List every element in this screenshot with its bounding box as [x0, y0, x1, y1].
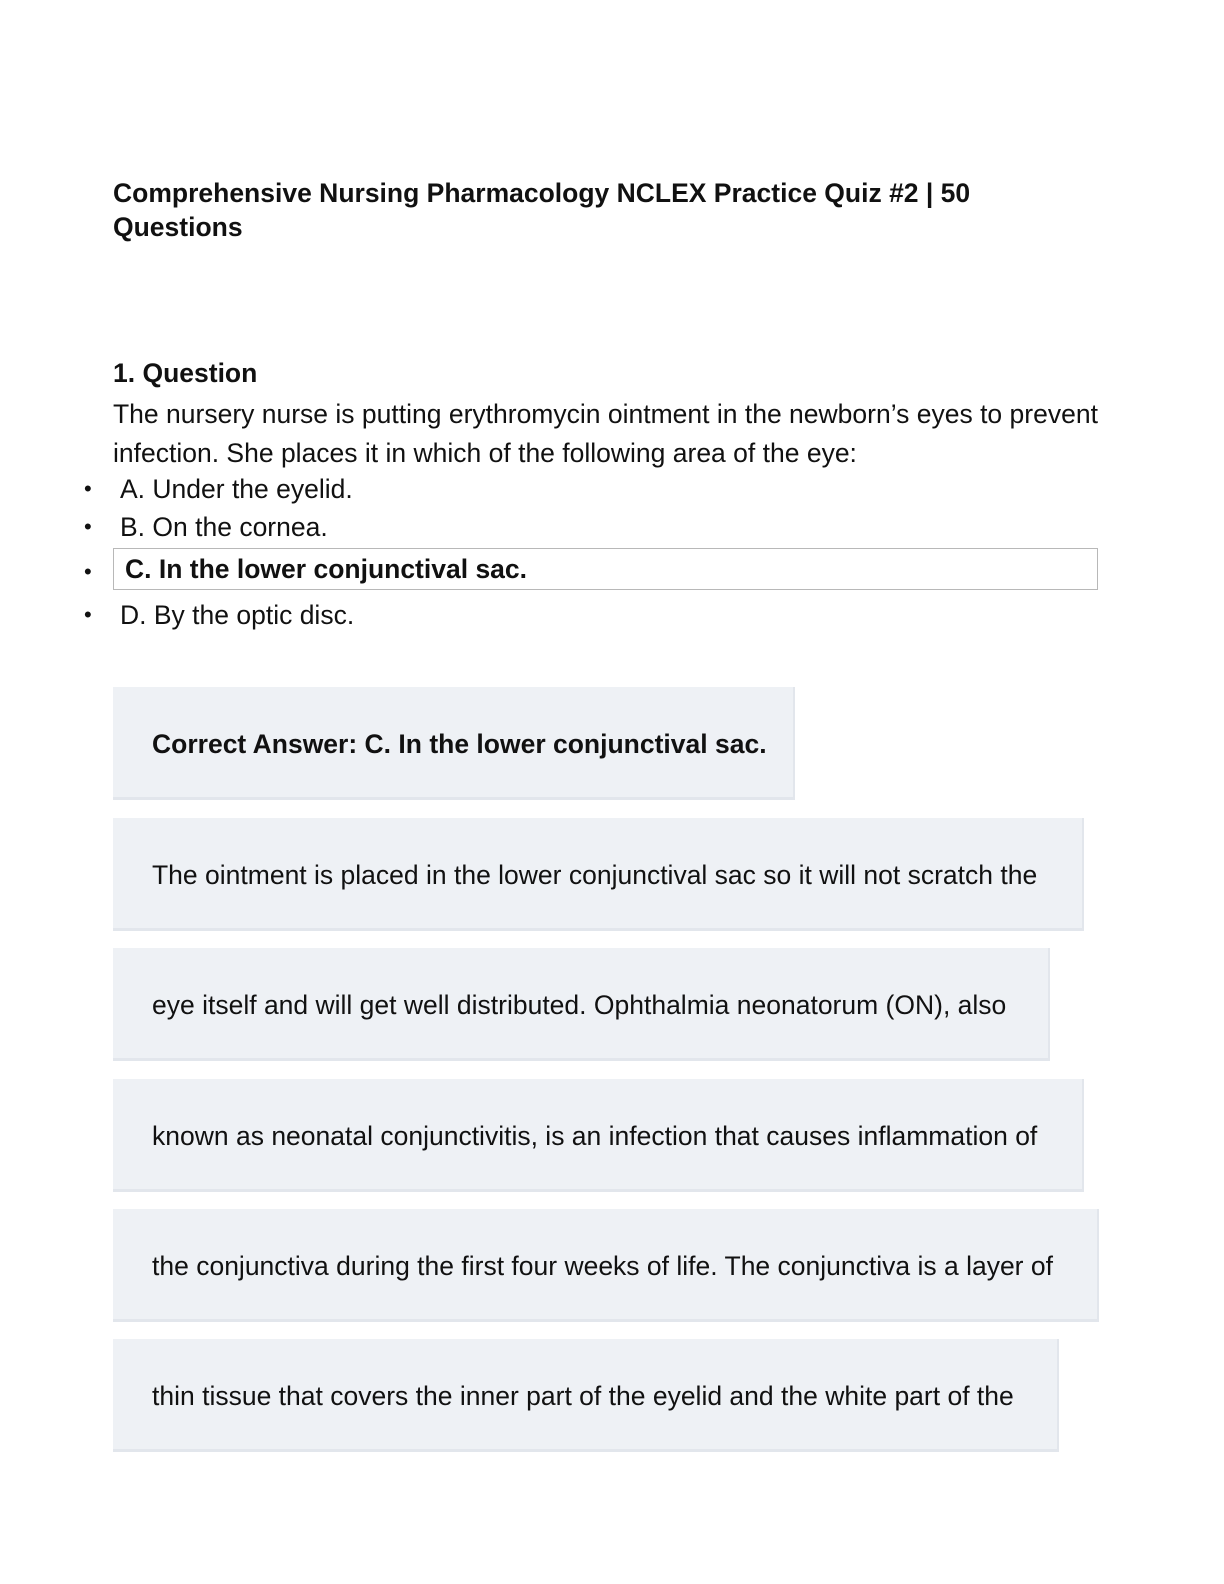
- explanation-text: eye itself and will get well distributed. Ophthalmia neonatorum (ON), also: [152, 990, 1007, 1020]
- explanation-line: [113, 948, 1050, 1061]
- explanation-text: the conjunctiva during the first four weeks of life. The conjunctiva is a layer of: [152, 1251, 1053, 1281]
- explanation-text: thin tissue that covers the inner part of the eyelid and the white part of the: [152, 1381, 1014, 1411]
- page-title: Comprehensive Nursing Pharmacology NCLEX Practice Quiz #2 | 50 Questions: [113, 178, 971, 242]
- option-d-label: D. By the optic disc.: [120, 600, 355, 630]
- answer-options-list: [0, 470, 1224, 634]
- explanation-line: [113, 1209, 1099, 1322]
- correct-answer-box: [113, 687, 795, 800]
- option-a-label: A. Under the eyelid.: [120, 474, 353, 504]
- option-a[interactable]: [0, 470, 1224, 508]
- bullet-icon: •: [84, 514, 92, 539]
- correct-answer-text: Correct Answer: C. In the lower conjunctival sac.: [152, 729, 767, 759]
- question-text: The nursery nurse is putting erythromycin ointment in the newborn’s eyes to prevent infection. She places it in which of the following area of the eye:: [113, 399, 1098, 468]
- option-b[interactable]: [0, 508, 1224, 546]
- explanation-line: [113, 1339, 1059, 1452]
- question-heading: 1. Question: [113, 358, 258, 388]
- bullet-icon: •: [84, 476, 92, 501]
- option-c-label: C. In the lower conjunctival sac.: [125, 554, 528, 584]
- option-d[interactable]: [0, 596, 1224, 634]
- option-b-label: B. On the cornea.: [120, 512, 328, 542]
- option-c[interactable]: [0, 548, 1224, 596]
- explanation-text: The ointment is placed in the lower conjunctival sac so it will not scratch the: [152, 860, 1038, 890]
- explanation-line: [113, 1079, 1084, 1192]
- explanation-line: [113, 818, 1084, 931]
- explanation-text: known as neonatal conjunctivitis, is an infection that causes inflammation of: [152, 1121, 1038, 1151]
- bullet-icon: •: [84, 602, 92, 627]
- bullet-icon: •: [84, 559, 92, 584]
